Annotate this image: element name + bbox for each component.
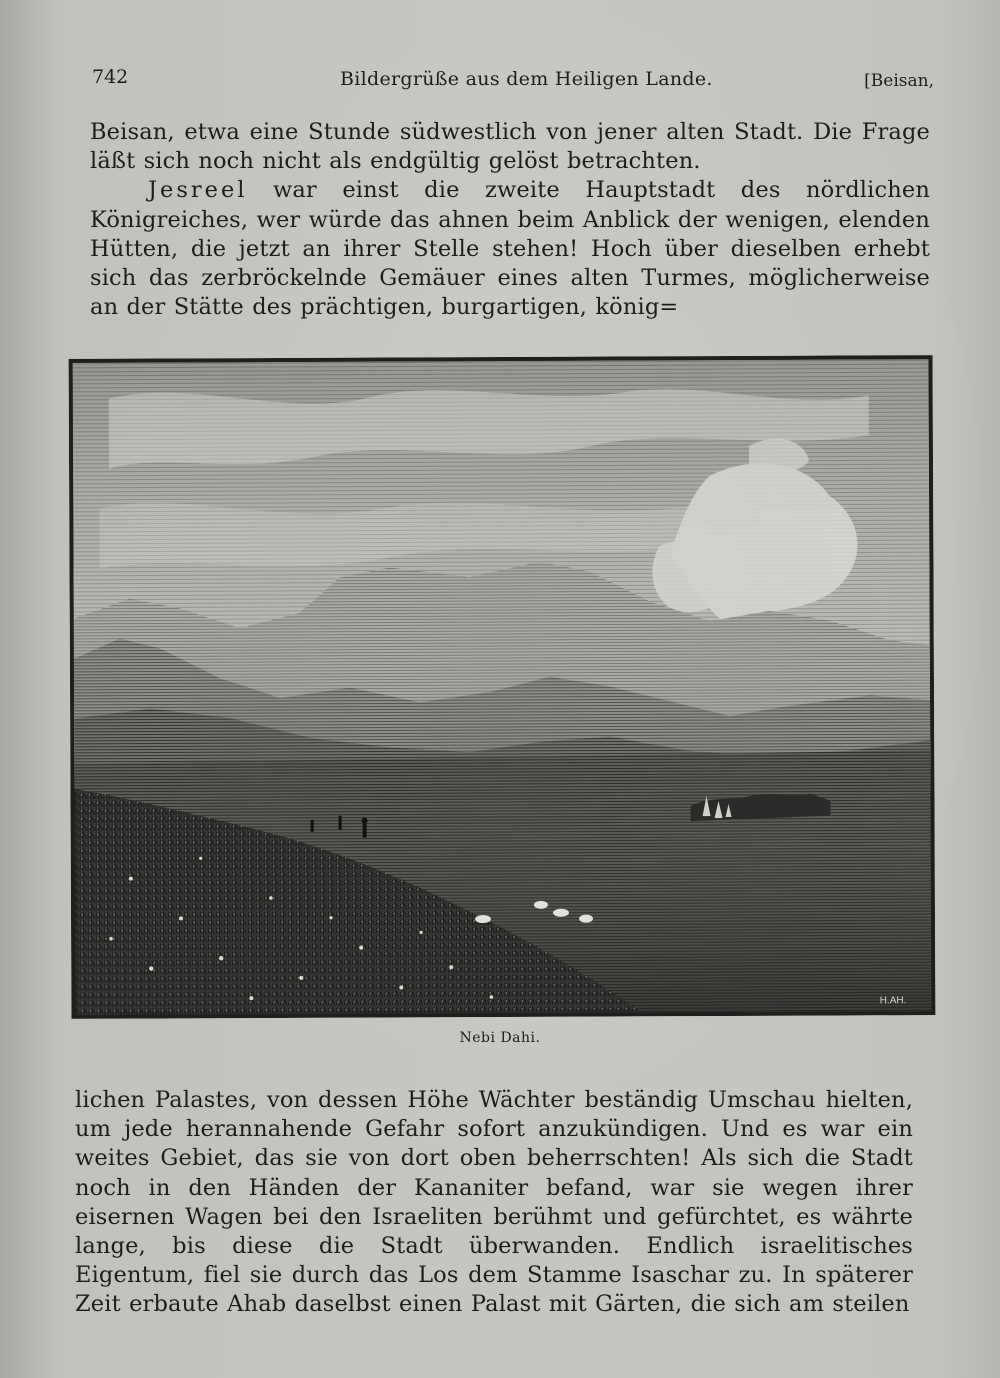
page-number: 742	[92, 66, 129, 88]
paragraph-jesreel	[90, 176, 930, 322]
paragraph-continuation: Beisan, etwa eine Stunde südwestlich von jener alten Stadt. Die Frage läßt sich noch nicht als endgültig gelöst betrachten.	[90, 119, 930, 175]
page-header	[92, 62, 934, 92]
paragraph-palace: lichen Palastes, von dessen Höhe Wächter beständig Umschau hielten, um jede herannahende Gefahr sofort anzukündigen. Und es war ein weites Gebiet, das sie von dort oben beherrschten! Als sich die Stadt noch in den Händen der Kananiter befand, war sie wegen ihrer eisernen Wagen bei den Israeliten berühmt und gefürchtet, es währte lange, bis diese die Stadt überwanden. Endlich israelitisches Eigentum, fiel sie durch das Los dem Stamme Isaschar zu. In späterer Zeit erbaute Ahab daselbst einen Palast mit Gärten, die sich am steilen	[75, 1087, 913, 1318]
running-title: Bildergrüße aus dem Heiligen Lande.	[340, 68, 713, 90]
place-name-jesreel: Jesreel	[148, 177, 248, 204]
body-text-bottom	[75, 1086, 913, 1320]
engraver-signature: H.AH.	[879, 995, 907, 1007]
landscape-engraving	[69, 355, 936, 1019]
engraving-illustration	[69, 355, 936, 1019]
running-section: [Beisan,	[864, 71, 934, 91]
paragraph-jesreel-text: war einst die zweite Hauptstadt des nördlichen Königreiches, wer würde das ahnen beim Anblick der wenigen, elenden Hütten, die jetzt an ihrer Stelle stehen! Hoch über dieselben erhebt sich das zerbröckelnde Gemäuer eines alten Turmes, möglicherweise an der Stätte des prächtigen, burgartigen, könig=	[90, 177, 930, 321]
body-text-top	[90, 118, 930, 322]
figure-caption: Nebi Dahi.	[459, 1030, 541, 1046]
